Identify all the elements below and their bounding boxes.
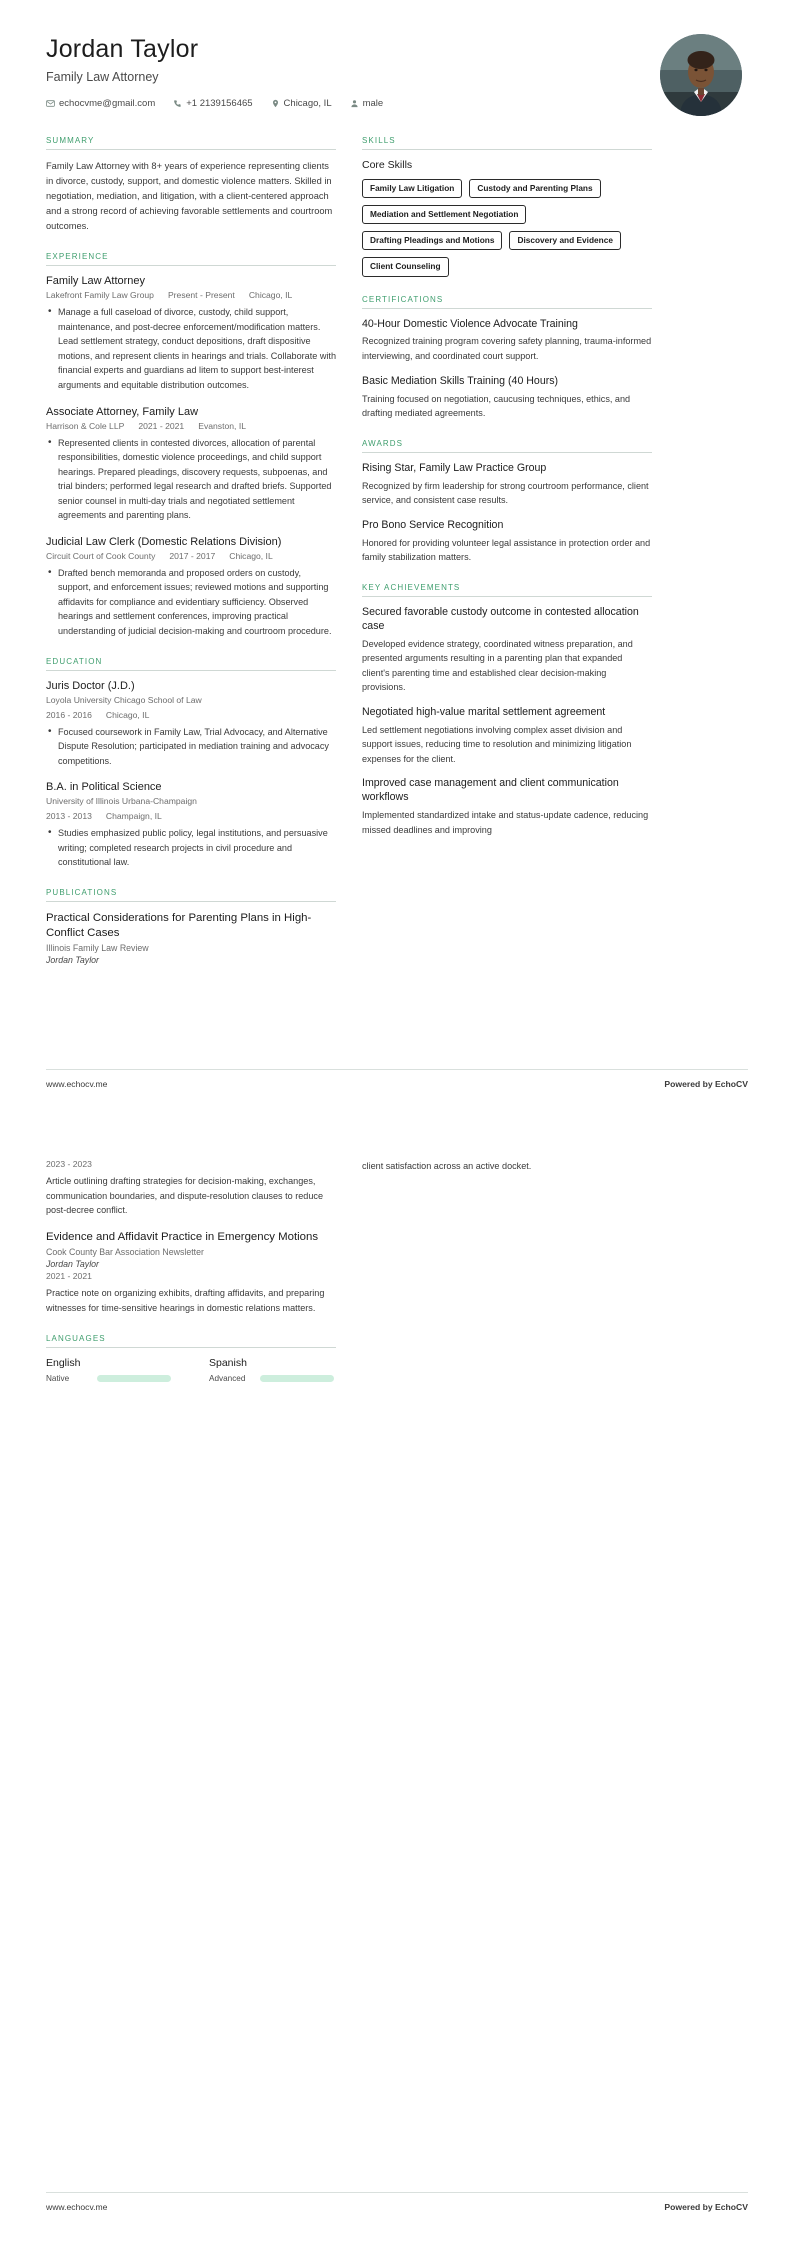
section-education — [46, 657, 336, 870]
section-summary — [46, 136, 336, 234]
skill-chip: Mediation and Settlement Negotiation — [362, 205, 526, 224]
language-name: English — [46, 1356, 81, 1369]
experience-item — [46, 406, 336, 523]
skills-group-label: Core Skills — [362, 159, 413, 171]
experience-location: Evanston, IL — [198, 420, 246, 431]
left-column-continued — [46, 1159, 336, 1401]
summary-text: Family Law Attorney with 8+ years of experience representing clients in divorce, custody, support, and domestic violence matters. Skilled in negotiation, mediation, and litigation, with a client-centered approach and a strong record of achieving favorable settlements and courtroom outcomes. — [46, 161, 333, 232]
contact-location-text: Chicago, IL — [283, 97, 332, 109]
phone-icon — [173, 99, 182, 108]
resume-body-continued — [0, 1123, 794, 1401]
education-item — [46, 781, 336, 870]
experience-title: Associate Attorney, Family Law — [46, 405, 199, 418]
education-school: University of Illinois Urbana-Champaign — [46, 796, 197, 807]
section-title-skills: SKILLS — [362, 136, 652, 150]
award-description: Honored for providing volunteer legal assistance in protection order and family stabilization matters. — [362, 537, 651, 563]
language-item — [209, 1357, 334, 1383]
certification-description: Training focused on negotiation, caucusing techniques, ethics, and drafting mediated agreements. — [362, 393, 631, 419]
experience-bullets — [46, 566, 336, 639]
certification-title: 40-Hour Domestic Violence Advocate Training — [362, 317, 578, 330]
certification-item — [362, 318, 652, 364]
section-title-languages: LANGUAGES — [46, 1334, 336, 1348]
section-experience — [46, 252, 336, 638]
experience-location: Chicago, IL — [229, 550, 273, 561]
section-key-achievements — [362, 583, 652, 838]
key-achievement-title: Negotiated high-value marital settlement agreement — [362, 705, 606, 718]
education-school-row — [46, 695, 336, 705]
education-item — [46, 680, 336, 769]
experience-dates: 2017 - 2017 — [169, 550, 216, 561]
publication-source: Cook County Bar Association Newsletter — [46, 1247, 204, 1258]
key-achievement-item — [362, 777, 652, 837]
experience-dates: 2021 - 2021 — [138, 420, 185, 431]
skill-chip: Family Law Litigation — [362, 179, 462, 198]
education-degree: B.A. in Political Science — [46, 781, 162, 794]
publication-author: Jordan Taylor — [46, 1259, 99, 1270]
footer-powered-by: Powered by EchoCV — [664, 2202, 748, 2212]
experience-bullet: • Represented clients in contested divorces, allocation of parental responsibilities, domestic violence proceedings, and child support hearings. Prepared pleadings, discovery requests, subpoenas, and trial binders; performed legal research and drafted briefs. Supported senior counsel in multi-day trials and negotiated settlement agreements and parenting plans. — [57, 436, 336, 523]
language-progress-bar — [97, 1375, 171, 1382]
award-description: Recognized by firm leadership for strong courtroom performance, client service, and consistent case results. — [362, 480, 649, 506]
certification-item — [362, 375, 652, 421]
education-bullets — [46, 725, 336, 769]
education-dates: 2013 - 2013 — [46, 811, 92, 822]
experience-title: Family Law Attorney — [46, 275, 146, 288]
experience-item — [46, 275, 336, 392]
contact-info-row — [46, 98, 401, 109]
section-publications-continued — [46, 1159, 336, 1316]
publication-description: Practice note on organizing exhibits, drafting affidavits, and preparing witnesses for time-sensitive hearings in domestic relations matters. — [46, 1288, 325, 1314]
envelope-icon — [46, 99, 55, 108]
experience-bullet: • Manage a full caseload of divorce, custody, child support, maintenance, and post-decree enforcement/modification matters. Lead settlement strategy, conduct depositions, draft dispositive motions, and represent clients in hearings and trials. Collaborate with financial experts and guardians ad litem to support best-interest arguments and equitable distribution outcomes. — [57, 305, 336, 392]
publication-title: Evidence and Affidavit Practice in Emergency Motions — [46, 1230, 319, 1243]
right-column-continued — [362, 1159, 652, 1174]
experience-meta — [46, 290, 336, 300]
education-bullet: • Focused coursework in Family Law, Trial Advocacy, and Alternative Dispute Resolution; participated in mediation training and advocacy competitions. — [57, 725, 336, 769]
education-bullets — [46, 826, 336, 870]
award-item — [362, 462, 652, 508]
contact-email-text: echocvme@gmail.com — [59, 97, 156, 109]
skill-chip: Client Counseling — [362, 257, 449, 276]
award-title: Pro Bono Service Recognition — [362, 518, 504, 531]
education-bullet: • Studies emphasized public policy, legal institutions, and persuasive writing; completed research projects in civil procedure and constitutional law. — [57, 826, 336, 870]
section-title-summary: SUMMARY — [46, 136, 336, 150]
section-languages — [46, 1334, 336, 1383]
publication-dates: 2021 - 2021 — [46, 1271, 92, 1282]
section-title-education: EDUCATION — [46, 657, 336, 671]
avatar — [660, 34, 742, 116]
key-achievement-item — [362, 606, 652, 695]
section-title-experience: EXPERIENCE — [46, 252, 336, 266]
language-name: Spanish — [209, 1356, 247, 1369]
experience-item — [46, 536, 336, 639]
section-title-publications: PUBLICATIONS — [46, 888, 336, 902]
resume-body — [0, 116, 794, 983]
section-title-awards: AWARDS — [362, 439, 652, 453]
experience-company: Harrison & Cole LLP — [46, 420, 125, 431]
section-publications — [46, 888, 336, 966]
publication-description: Article outlining drafting strategies for decision-making, exchanges, communication boundaries, and dispute-resolution clauses to reduce post-decree conflict. — [46, 1176, 324, 1216]
contact-phone — [173, 98, 252, 109]
language-list — [46, 1357, 336, 1383]
experience-bullet: • Drafted bench memoranda and proposed orders on custody, support, and enforcement issues; reviewed motions and supporting affidavits for compliance and evidentiary sufficiency. Observed hearings and settlement conferences, improving practical understanding of judicial decision-making and courtroom procedure. — [57, 566, 336, 639]
award-title: Rising Star, Family Law Practice Group — [362, 461, 547, 474]
experience-bullets — [46, 436, 336, 523]
key-achievement-description-continued: client satisfaction across an active docket. — [362, 1161, 532, 1171]
contact-gender-text: male — [362, 97, 384, 109]
key-achievement-title: Improved case management and client communication workflows — [362, 777, 619, 804]
section-awards — [362, 439, 652, 565]
person-icon — [350, 99, 359, 108]
publication-author: Jordan Taylor — [46, 955, 99, 966]
experience-dates: Present - Present — [167, 290, 235, 301]
education-school: Loyola University Chicago School of Law — [46, 694, 202, 705]
resume-page-2 — [0, 1123, 794, 2246]
certification-title: Basic Mediation Skills Training (40 Hours) — [362, 374, 559, 387]
key-achievement-description: Developed evidence strategy, coordinated witness preparation, and presented arguments resulting in a parenting plan that expanded client's parenting time and established clear decision-making provisions. — [362, 638, 633, 693]
footer-site[interactable]: www.echocv.me — [46, 2202, 108, 2212]
language-item — [46, 1357, 171, 1383]
publication-title: Practical Considerations for Parenting Plans in High-Conflict Cases — [46, 911, 312, 939]
experience-meta — [46, 551, 336, 561]
location-pin-icon — [271, 99, 280, 108]
contact-gender — [350, 98, 384, 109]
footer-powered-by: Powered by EchoCV — [664, 1079, 748, 1089]
skill-chip: Custody and Parenting Plans — [469, 179, 600, 198]
contact-phone-text: +1 2139156465 — [186, 97, 253, 109]
experience-location: Chicago, IL — [248, 290, 293, 301]
education-meta — [46, 811, 336, 821]
publication-dates: 2023 - 2023 — [46, 1159, 92, 1169]
experience-title: Judicial Law Clerk (Domestic Relations Division) — [46, 535, 282, 548]
contact-location — [271, 98, 332, 109]
language-level-row — [46, 1374, 171, 1383]
education-location: Chicago, IL — [105, 709, 150, 720]
language-progress-bar — [260, 1375, 334, 1382]
contact-email — [46, 98, 155, 109]
experience-company: Lakefront Family Law Group — [46, 290, 154, 301]
key-achievement-description: Led settlement negotiations involving complex asset division and support issues, reducing time to resolution and minimizing litigation expenses for the client. — [362, 724, 632, 764]
section-title-certifications: CERTIFICATIONS — [362, 295, 652, 309]
section-skills — [362, 136, 652, 277]
footer-site[interactable]: www.echocv.me — [46, 1079, 108, 1089]
page-footer — [46, 1069, 748, 1089]
publication-source: Illinois Family Law Review — [46, 943, 149, 954]
section-title-key-achievements: KEY ACHIEVEMENTS — [362, 583, 652, 597]
key-achievement-item — [362, 706, 652, 767]
experience-bullets — [46, 305, 336, 392]
language-level: Native — [46, 1373, 70, 1383]
experience-company: Circuit Court of Cook County — [46, 550, 156, 561]
header-text-block — [46, 34, 401, 109]
certification-description: Recognized training program covering safety planning, trauma-informed interviewing, and coordinated court support. — [362, 336, 652, 362]
language-level: Advanced — [209, 1373, 246, 1383]
award-item — [362, 519, 652, 565]
key-achievement-description: Implemented standardized intake and status-update cadence, reducing missed deadlines and improving — [362, 810, 649, 835]
skill-chip-list — [362, 179, 652, 277]
education-school-row — [46, 796, 336, 806]
section-certifications — [362, 295, 652, 421]
right-column — [362, 136, 652, 856]
job-role-subtitle: Family Law Attorney — [46, 69, 159, 84]
skill-chip: Discovery and Evidence — [509, 231, 620, 250]
education-meta — [46, 710, 336, 720]
language-level-row — [209, 1374, 334, 1383]
left-column — [46, 136, 336, 983]
resume-header — [0, 0, 794, 116]
publication-item — [46, 911, 336, 966]
key-achievement-title: Secured favorable custody outcome in contested allocation case — [362, 605, 639, 632]
publication-item — [46, 1159, 336, 1218]
publication-item — [46, 1230, 336, 1316]
education-dates: 2016 - 2016 — [46, 709, 92, 720]
skill-chip: Drafting Pleadings and Motions — [362, 231, 502, 250]
education-location: Champaign, IL — [105, 811, 162, 822]
experience-meta — [46, 421, 336, 431]
page-footer — [46, 2192, 748, 2212]
page-title: Jordan Taylor — [46, 35, 199, 63]
education-degree: Juris Doctor (J.D.) — [46, 679, 135, 692]
